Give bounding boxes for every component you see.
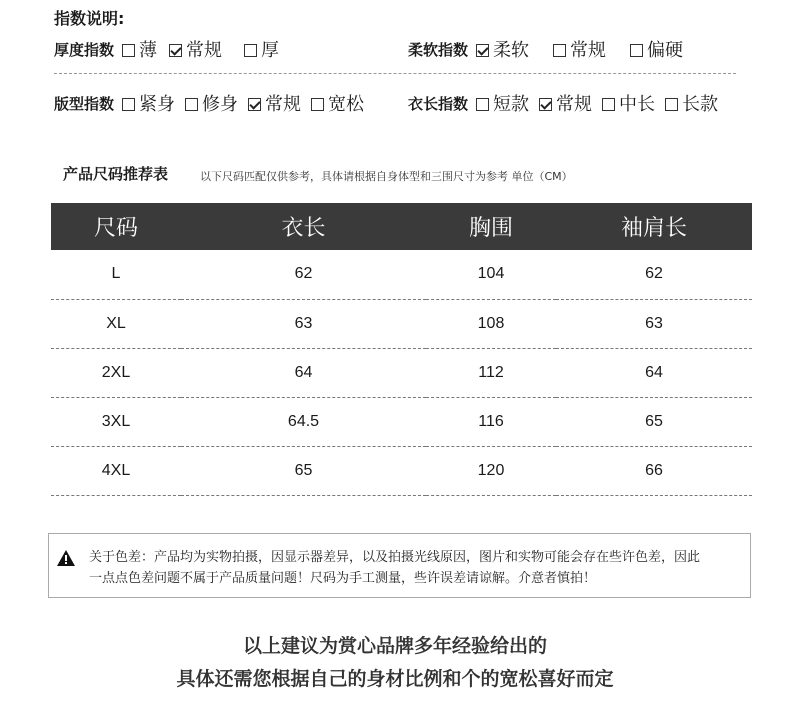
checkbox xyxy=(553,44,566,57)
index-divider xyxy=(54,73,736,74)
option-long: 长款 xyxy=(665,90,718,116)
option-stiff: 偏硬 xyxy=(630,36,683,62)
cell-chest: 116 xyxy=(426,397,556,446)
table-row xyxy=(51,250,752,299)
option-slim: 修身 xyxy=(185,90,238,116)
table-header-row xyxy=(51,203,752,250)
table-row xyxy=(51,397,752,446)
checkbox-checked xyxy=(476,44,489,57)
checkbox-checked xyxy=(169,44,182,57)
checkbox xyxy=(311,98,324,111)
size-table-note: 以下尺码匹配仅供参考，具体请根据自身体型和三围尺寸为参考 单位（CM） xyxy=(200,170,573,183)
option-regular: 常规 xyxy=(539,90,592,116)
header-length: 衣长 xyxy=(281,216,326,241)
table-row xyxy=(51,446,752,495)
cell-sleeve-shoulder: 65 xyxy=(556,397,752,446)
option-loose: 宽松 xyxy=(311,90,364,116)
size-table xyxy=(51,203,752,496)
cell-length: 62 xyxy=(181,250,426,299)
option-thin: 薄 xyxy=(122,36,157,62)
option-regular: 常规 xyxy=(248,90,301,116)
notice-line: 关于色差：产品均为实物拍摄，因显示器差异，以及拍摄光线原因，图片和实物可能会存在些许色差，因此 xyxy=(89,550,701,565)
cell-length: 64 xyxy=(181,348,426,397)
option-regular: 常规 xyxy=(169,36,222,62)
cell-chest: 108 xyxy=(426,299,556,348)
checkbox xyxy=(122,98,135,111)
cell-length: 64.5 xyxy=(181,397,426,446)
cell-size: 3XL xyxy=(51,397,181,446)
index-label: 柔软指数 xyxy=(408,40,469,59)
cell-size: XL xyxy=(51,299,181,348)
checkbox xyxy=(665,98,678,111)
option-short: 短款 xyxy=(476,90,529,116)
index-row-fit xyxy=(54,90,376,116)
option-regular: 常规 xyxy=(553,36,606,62)
index-label: 厚度指数 xyxy=(54,40,115,59)
checkbox xyxy=(185,98,198,111)
index-row-thickness xyxy=(54,36,291,62)
header-chest: 胸围 xyxy=(468,216,513,241)
cell-length: 65 xyxy=(181,446,426,495)
table-row xyxy=(51,348,752,397)
footer-line-1: 以上建议为赏心品牌多年经验给出的 xyxy=(242,635,547,657)
checkbox-checked xyxy=(248,98,261,111)
checkbox xyxy=(476,98,489,111)
table-row xyxy=(51,299,752,348)
cell-sleeve-shoulder: 66 xyxy=(556,446,752,495)
cell-sleeve-shoulder: 62 xyxy=(556,250,752,299)
cell-length: 63 xyxy=(181,299,426,348)
cell-chest: 104 xyxy=(426,250,556,299)
checkbox-checked xyxy=(539,98,552,111)
cell-sleeve-shoulder: 63 xyxy=(556,299,752,348)
checkbox xyxy=(122,44,135,57)
size-table-title: 产品尺码推荐表 xyxy=(63,165,169,183)
index-row-softness xyxy=(408,36,695,62)
cell-size: 2XL xyxy=(51,348,181,397)
cell-chest: 120 xyxy=(426,446,556,495)
cell-sleeve-shoulder: 64 xyxy=(556,348,752,397)
notice-line: 一点点色差问题不属于产品质量问题！尺码为手工测量，些许误差请谅解。介意者慎拍！ xyxy=(89,571,597,586)
index-label: 版型指数 xyxy=(54,94,115,113)
cell-size: L xyxy=(51,250,181,299)
index-row-length xyxy=(408,90,730,116)
warning-icon xyxy=(57,550,75,566)
header-sleeve-shoulder: 袖肩长 xyxy=(620,216,687,241)
checkbox xyxy=(630,44,643,57)
option-tight: 紧身 xyxy=(122,90,175,116)
option-mid-length: 中长 xyxy=(602,90,655,116)
option-soft: 柔软 xyxy=(476,36,529,62)
footer-line-2: 具体还需您根据自己的身材比例和个的宽松喜好而定 xyxy=(176,668,614,690)
cell-chest: 112 xyxy=(426,348,556,397)
index-label: 衣长指数 xyxy=(408,94,469,113)
header-size: 尺码 xyxy=(93,216,138,241)
option-thick: 厚 xyxy=(244,36,279,62)
index-title: 指数说明: xyxy=(54,9,125,28)
cell-size: 4XL xyxy=(51,446,181,495)
notice-text xyxy=(89,547,739,589)
color-difference-notice xyxy=(48,533,751,598)
checkbox xyxy=(244,44,257,57)
checkbox xyxy=(602,98,615,111)
